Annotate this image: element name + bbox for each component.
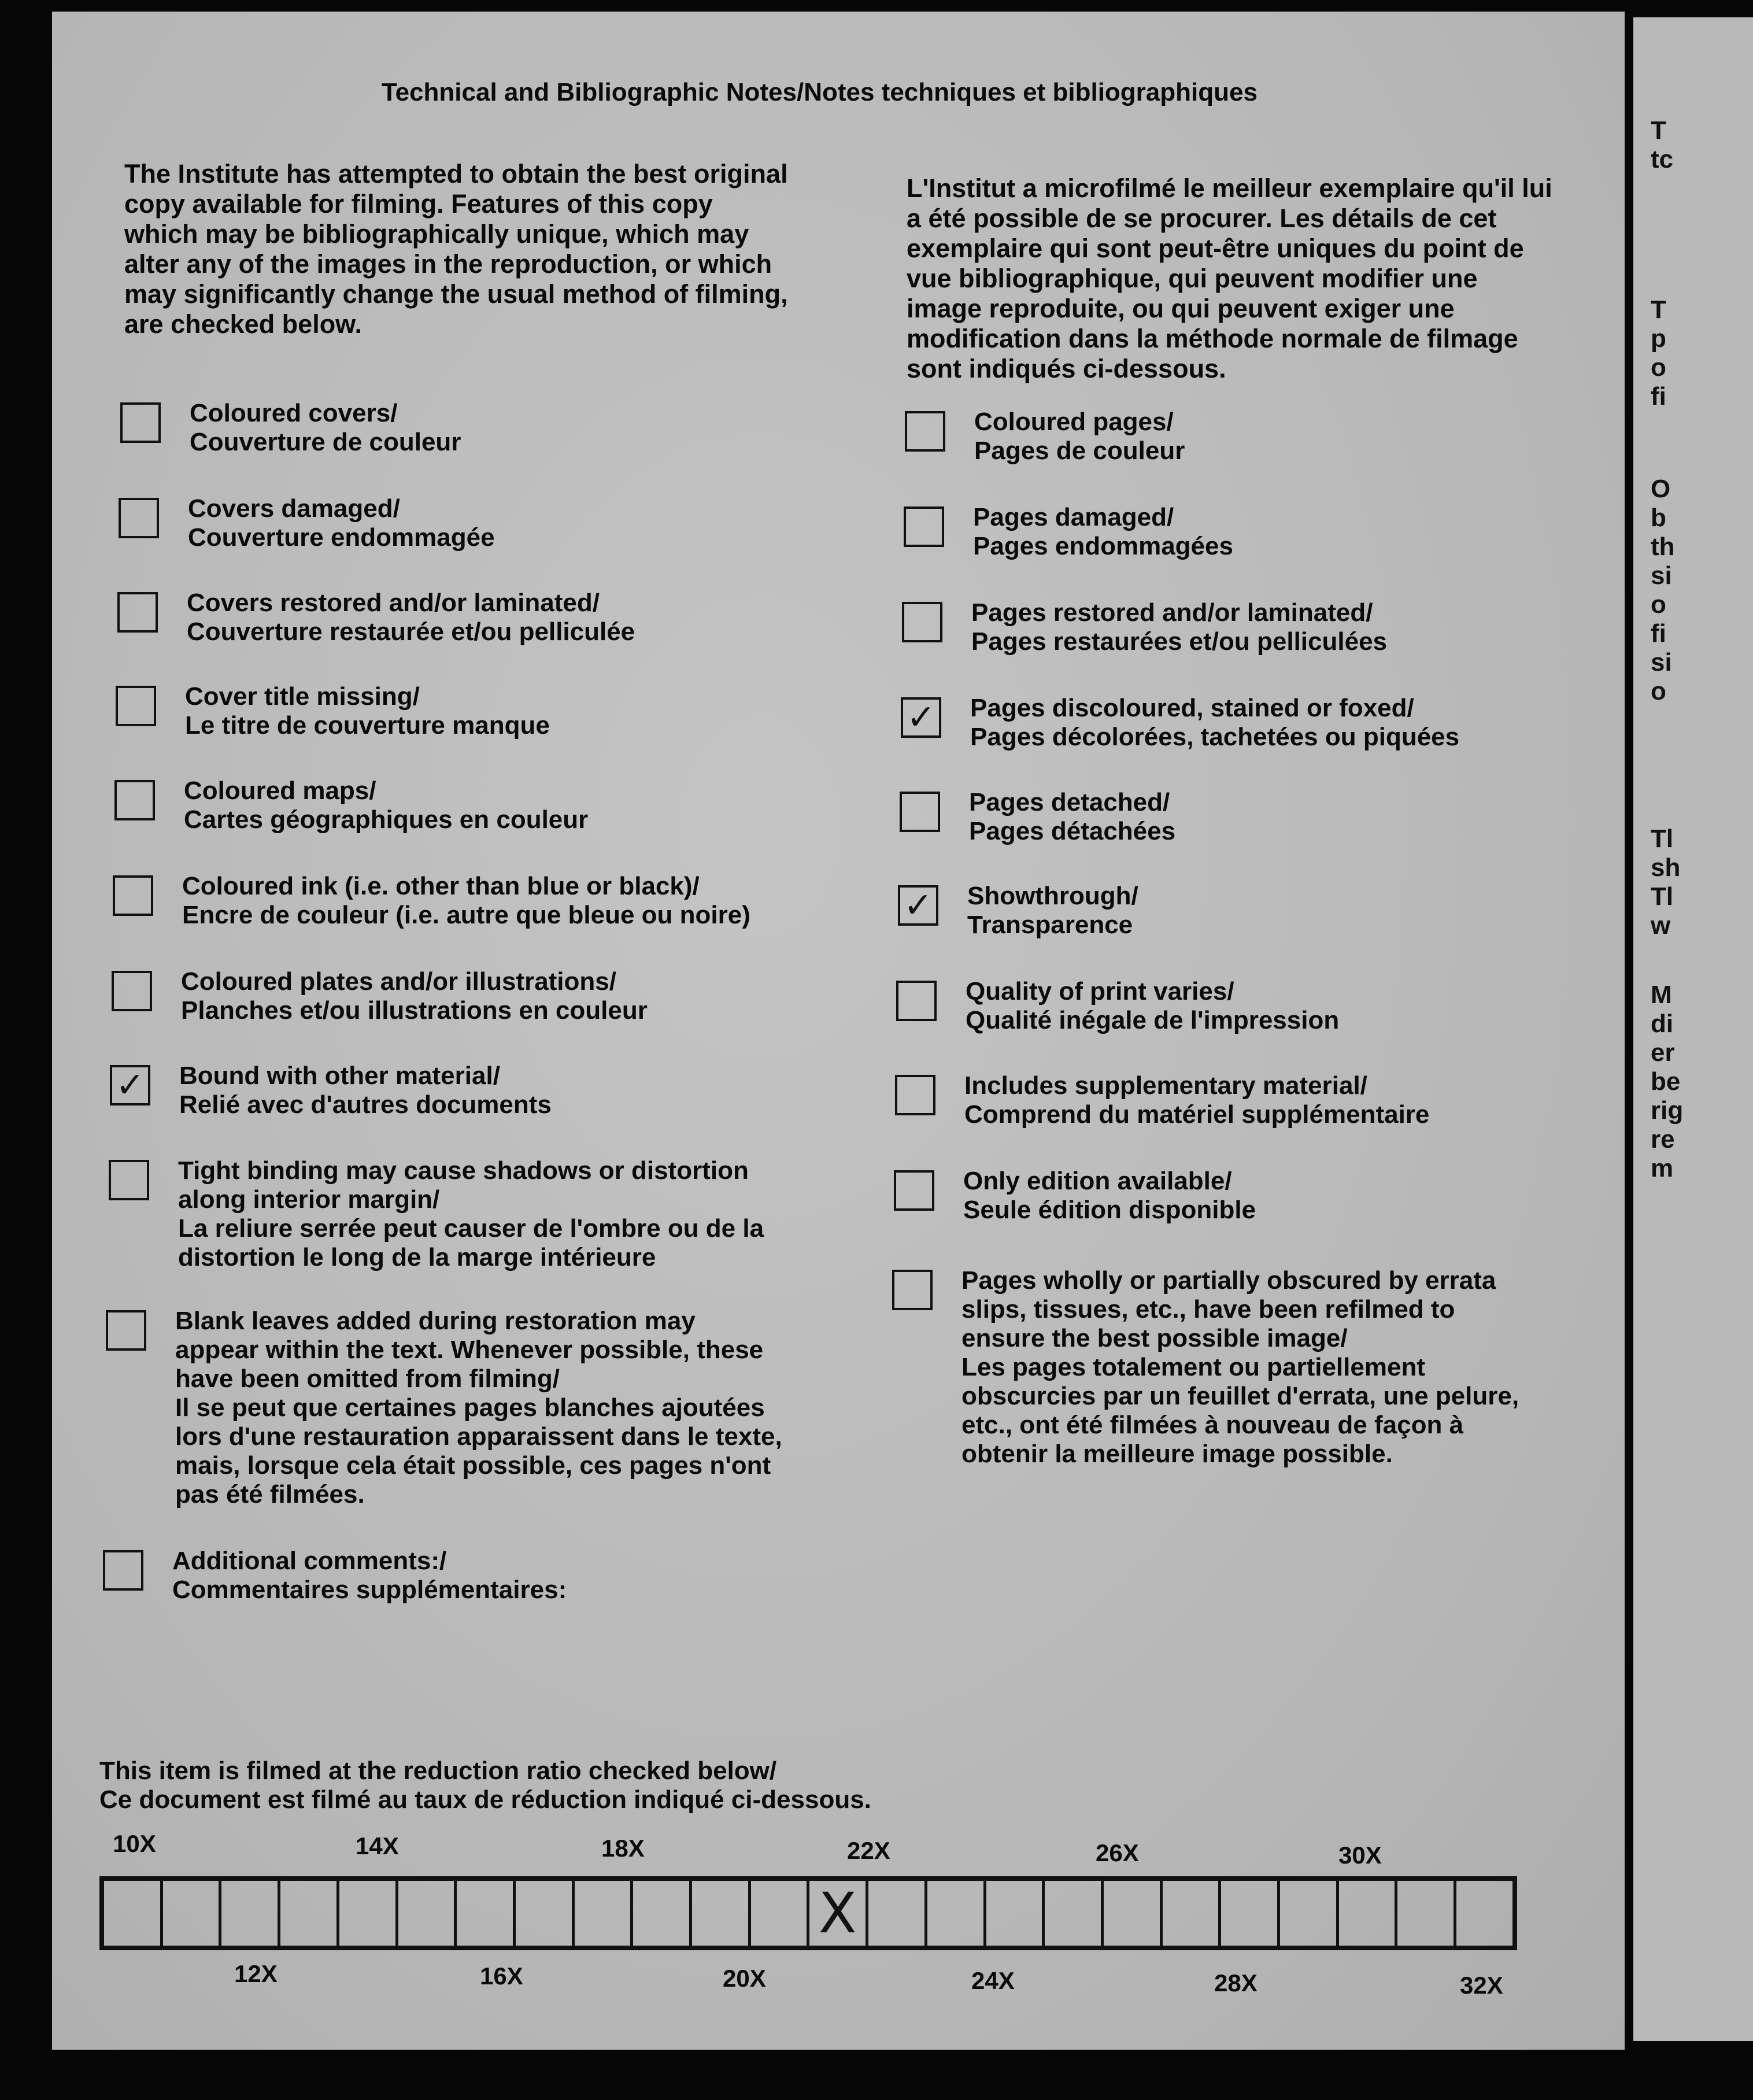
label-line: lors d'une restauration apparaissent dans le texte,: [175, 1422, 782, 1451]
label-line: obtenir la meilleure image possible.: [961, 1440, 1393, 1468]
checkbox-label: [971, 598, 1387, 656]
checkbox-label: [969, 788, 1175, 846]
checkbox-label: [179, 1062, 552, 1119]
scale-cell[interactable]: [457, 1881, 516, 1946]
scale-label-top: 18X: [601, 1835, 645, 1862]
edge-text-fragment: di: [1651, 1010, 1674, 1038]
label-line: Comprend du matériel supplémentaire: [964, 1100, 1430, 1129]
checkbox[interactable]: [103, 1550, 143, 1591]
checkbox-label: [181, 967, 648, 1025]
scale-label-top: 14X: [356, 1832, 399, 1859]
label-line: Coloured ink (i.e. other than blue or black)/: [182, 872, 700, 900]
scale-cell[interactable]: [516, 1881, 575, 1946]
label-line: Pages discoloured, stained or foxed/: [970, 694, 1414, 722]
checkbox[interactable]: [898, 885, 938, 926]
left-item: [103, 1547, 567, 1604]
label-line: Pages restored and/or laminated/: [971, 598, 1373, 627]
scale-cell[interactable]: [692, 1881, 751, 1946]
label-line: mais, lorsque cela était possible, ces pages n'ont: [175, 1451, 771, 1480]
left-item: [109, 1156, 764, 1272]
edge-text-fragment: be: [1651, 1067, 1681, 1096]
checkbox-label: [190, 399, 461, 457]
checkbox-label: [966, 977, 1339, 1035]
checkbox[interactable]: [106, 1310, 146, 1351]
right-item: [900, 788, 1175, 846]
scale-label-bottom: 20X: [723, 1965, 766, 1992]
label-line: Les pages totalement ou partiellement: [961, 1353, 1425, 1381]
label-line: Tight binding may cause shadows or distortion: [178, 1156, 749, 1185]
checkbox[interactable]: [113, 875, 153, 916]
scale-label-bottom: 32X: [1460, 1972, 1503, 1999]
edge-text-fragment: m: [1651, 1154, 1674, 1182]
checkbox[interactable]: [116, 686, 156, 726]
checkbox-label: [185, 682, 550, 740]
edge-text-fragment: o: [1651, 353, 1666, 382]
checkbox-label: [973, 503, 1233, 561]
scale-label-bottom: 12X: [234, 1960, 278, 1987]
checkbox[interactable]: [894, 1170, 934, 1211]
label-line: Couverture restaurée et/ou pelliculée: [187, 618, 635, 646]
label-line: Pages détachées: [969, 817, 1176, 845]
label-line: Seule édition disponible: [963, 1196, 1256, 1224]
label-line: Coloured covers/: [190, 399, 398, 427]
edge-text-fragment: fi: [1651, 382, 1666, 411]
scale-label-top: 26X: [1096, 1839, 1139, 1866]
checkbox-label: [964, 1071, 1429, 1129]
label-line: Blank leaves added during restoration may: [175, 1307, 696, 1335]
scale-cell[interactable]: [1339, 1881, 1398, 1946]
scale-cell[interactable]: [221, 1881, 280, 1946]
edge-text-fragment: tc: [1651, 145, 1674, 173]
checkbox-label: [970, 694, 1459, 752]
scale-label-bottom: 24X: [971, 1967, 1015, 1994]
label-line: Transparence: [967, 911, 1133, 939]
scale-cell[interactable]: [575, 1881, 634, 1946]
edge-text-fragment: re: [1651, 1125, 1675, 1153]
scale-cell[interactable]: [1280, 1881, 1339, 1946]
checkbox[interactable]: [902, 602, 942, 642]
right-item: [894, 1167, 1256, 1225]
label-line: Pages wholly or partially obscured by errata: [961, 1266, 1496, 1295]
checkbox[interactable]: [901, 697, 941, 738]
checkbox[interactable]: [110, 1065, 150, 1106]
scale-label-top: 10X: [113, 1830, 156, 1857]
label-line: La reliure serrée peut causer de l'ombre ou de la: [178, 1214, 764, 1243]
label-line: Encre de couleur (i.e. autre que bleue ou noire): [182, 901, 750, 929]
label-line: Pages de couleur: [974, 437, 1185, 465]
checkbox[interactable]: [895, 1075, 935, 1115]
label-line: Pages restaurées et/ou pelliculées: [971, 627, 1388, 656]
checkbox[interactable]: [117, 592, 158, 633]
scale-cell[interactable]: [163, 1881, 222, 1946]
label-line: Planches et/ou illustrations en couleur: [181, 996, 648, 1025]
label-line: Bound with other material/: [179, 1062, 500, 1090]
scale-cell[interactable]: [927, 1881, 986, 1946]
scale-cell[interactable]: [633, 1881, 692, 1946]
edge-text-fragment: b: [1651, 504, 1666, 532]
scale-cell[interactable]: [1221, 1881, 1280, 1946]
scale-cell[interactable]: [1456, 1881, 1512, 1946]
edge-text-fragment: T: [1651, 295, 1666, 324]
edge-text-fragment: T: [1651, 116, 1666, 145]
label-line: Pages endommagées: [973, 532, 1233, 560]
left-item: [120, 399, 461, 457]
checkbox-label: [182, 872, 750, 930]
checkbox-label: [961, 1266, 1519, 1469]
edge-text-fragment: Tl: [1651, 825, 1674, 853]
label-line: Quality of print varies/: [966, 977, 1234, 1005]
scale-cell[interactable]: [280, 1881, 339, 1946]
label-line: Le titre de couverture manque: [185, 711, 550, 740]
label-line: Pages detached/: [969, 788, 1170, 816]
right-item: [905, 408, 1185, 465]
edge-text-fragment: fi: [1651, 619, 1666, 648]
checkbox[interactable]: [896, 981, 937, 1021]
scale-cell[interactable]: [1163, 1881, 1222, 1946]
label-line: ensure the best possible image/: [961, 1324, 1348, 1352]
checkbox-label: [188, 494, 495, 552]
scale-label-top: 22X: [847, 1837, 890, 1864]
edge-text-fragment: er: [1651, 1038, 1675, 1067]
scale-cell[interactable]: [339, 1881, 398, 1946]
x-mark-icon: X: [818, 1881, 857, 1946]
right-item: [904, 503, 1233, 561]
checkbox-label: [178, 1156, 764, 1272]
label-line: Coloured pages/: [974, 408, 1174, 436]
label-line: Commentaires supplémentaires:: [172, 1576, 567, 1604]
left-item: [112, 967, 648, 1025]
checkbox[interactable]: [119, 498, 159, 538]
reduction-note-french: Ce document est filmé au taux de réduction indiqué ci-dessous.: [99, 1785, 871, 1814]
left-item: [117, 589, 635, 646]
edge-text-fragment: rig: [1651, 1096, 1684, 1125]
right-item: [892, 1266, 1519, 1469]
label-line: have been omitted from filming/: [175, 1365, 560, 1393]
scale-cell[interactable]: [868, 1881, 927, 1946]
checkbox[interactable]: [120, 402, 161, 443]
label-line: Covers restored and/or laminated/: [187, 589, 600, 617]
right-item: [895, 1071, 1429, 1129]
label-line: Showthrough/: [967, 882, 1138, 910]
checkbox-label: [967, 882, 1138, 940]
label-line: appear within the text. Whenever possible, these: [175, 1336, 764, 1364]
scale-label-bottom: 16X: [480, 1962, 523, 1990]
checkbox[interactable]: [904, 506, 944, 547]
label-line: Covers damaged/: [188, 494, 400, 523]
checkbox-label: [184, 777, 588, 834]
checkbox[interactable]: [892, 1270, 933, 1310]
label-line: Qualité inégale de l'impression: [966, 1006, 1340, 1034]
label-line: along interior margin/: [178, 1185, 440, 1214]
scale-label-top: 30X: [1338, 1842, 1382, 1869]
left-item: [106, 1307, 782, 1509]
adjacent-page-edge: [1633, 17, 1753, 2041]
scale-cell[interactable]: [1045, 1881, 1104, 1946]
scale-label-bottom: 28X: [1214, 1969, 1258, 1997]
label-line: Includes supplementary material/: [964, 1071, 1367, 1100]
label-line: Pages décolorées, tachetées ou piquées: [970, 723, 1460, 751]
edge-text-fragment: Tl: [1651, 882, 1674, 911]
left-item: [114, 777, 588, 834]
checkbox[interactable]: [112, 971, 152, 1011]
left-item: [110, 1062, 552, 1119]
label-line: Couverture endommagée: [188, 523, 495, 552]
label-line: obscurcies par un feuillet d'errata, une pelure,: [961, 1382, 1519, 1410]
edge-text-fragment: th: [1651, 533, 1675, 561]
checkbox[interactable]: [109, 1160, 149, 1200]
checkbox[interactable]: [900, 792, 940, 832]
label-line: etc., ont été filmées à nouveau de façon à: [961, 1411, 1464, 1439]
right-item: [901, 694, 1459, 752]
edge-text-fragment: o: [1651, 590, 1666, 619]
intro-french: L'Institut a microfilmé le meilleur exemplaire qu'il lui a été possible de se procurer. Les détails de cet exemplaire qui sont peut-être uniques du point de vue bibliographique, qui peuvent modifier une image reproduite, ou qui peuvent exiger une modification dans la méthode normale de filmage sont indiqués ci-dessous.: [907, 173, 1552, 383]
checkbox[interactable]: [114, 780, 155, 820]
checkbox-label: [963, 1167, 1256, 1225]
label-line: Il se peut que certaines pages blanches ajoutées: [175, 1393, 765, 1422]
label-line: Coloured plates and/or illustrations/: [181, 967, 616, 996]
right-item: [898, 882, 1138, 940]
scale-cell[interactable]: [1104, 1881, 1163, 1946]
checkbox-label: [172, 1547, 567, 1604]
label-line: Cover title missing/: [185, 682, 420, 711]
scale-cell[interactable]: [809, 1881, 868, 1946]
scale-cell[interactable]: [398, 1881, 457, 1946]
edge-text-fragment: O: [1651, 475, 1671, 503]
check-mark-icon: ✓: [906, 697, 936, 738]
label-line: Pages damaged/: [973, 503, 1174, 531]
checkbox-label: [175, 1307, 782, 1509]
page-title: Technical and Bibliographic Notes/Notes techniques et bibliographiques: [382, 78, 1258, 106]
right-item: [902, 598, 1387, 656]
checkbox-label: [187, 589, 635, 646]
checkbox-label: [974, 408, 1185, 465]
check-mark-icon: ✓: [903, 885, 933, 926]
reduction-note-english: This item is filmed at the reduction ratio checked below/: [99, 1757, 777, 1785]
scale-cell[interactable]: [104, 1881, 163, 1946]
scale-cell[interactable]: [1397, 1881, 1456, 1946]
edge-text-fragment: w: [1651, 911, 1671, 940]
label-line: Couverture de couleur: [190, 428, 461, 456]
checkbox[interactable]: [905, 411, 945, 452]
label-line: Relié avec d'autres documents: [179, 1090, 552, 1119]
scale-cell[interactable]: [986, 1881, 1045, 1946]
label-line: Only edition available/: [963, 1167, 1232, 1195]
reduction-ratio-note: [99, 1757, 871, 1814]
edge-text-fragment: si: [1651, 561, 1672, 590]
label-line: slips, tissues, etc., have been refilmed to: [961, 1295, 1455, 1323]
label-line: Cartes géographiques en couleur: [184, 805, 589, 834]
label-line: Coloured maps/: [184, 777, 376, 805]
label-line: Additional comments:/: [172, 1547, 447, 1575]
label-line: pas été filmées.: [175, 1480, 365, 1509]
reduction-scale: [99, 1876, 1517, 1950]
left-item: [119, 494, 495, 552]
check-mark-icon: ✓: [115, 1065, 145, 1106]
edge-text-fragment: sh: [1651, 853, 1681, 882]
edge-text-fragment: o: [1651, 677, 1666, 705]
edge-text-fragment: M: [1651, 981, 1672, 1009]
label-line: distortion le long de la marge intérieure: [178, 1243, 656, 1271]
left-item: [116, 682, 550, 740]
scale-cell[interactable]: [751, 1881, 810, 1946]
edge-text-fragment: p: [1651, 324, 1666, 353]
intro-english: The Institute has attempted to obtain the best original copy available for filming. Features of this copy which may be bibliographically unique, which may alter any of the images in the reproduction, or which may significantly change the usual method of filming, are checked below.: [124, 159, 788, 339]
left-item: [113, 872, 750, 930]
right-item: [896, 977, 1339, 1035]
edge-text-fragment: si: [1651, 648, 1672, 676]
